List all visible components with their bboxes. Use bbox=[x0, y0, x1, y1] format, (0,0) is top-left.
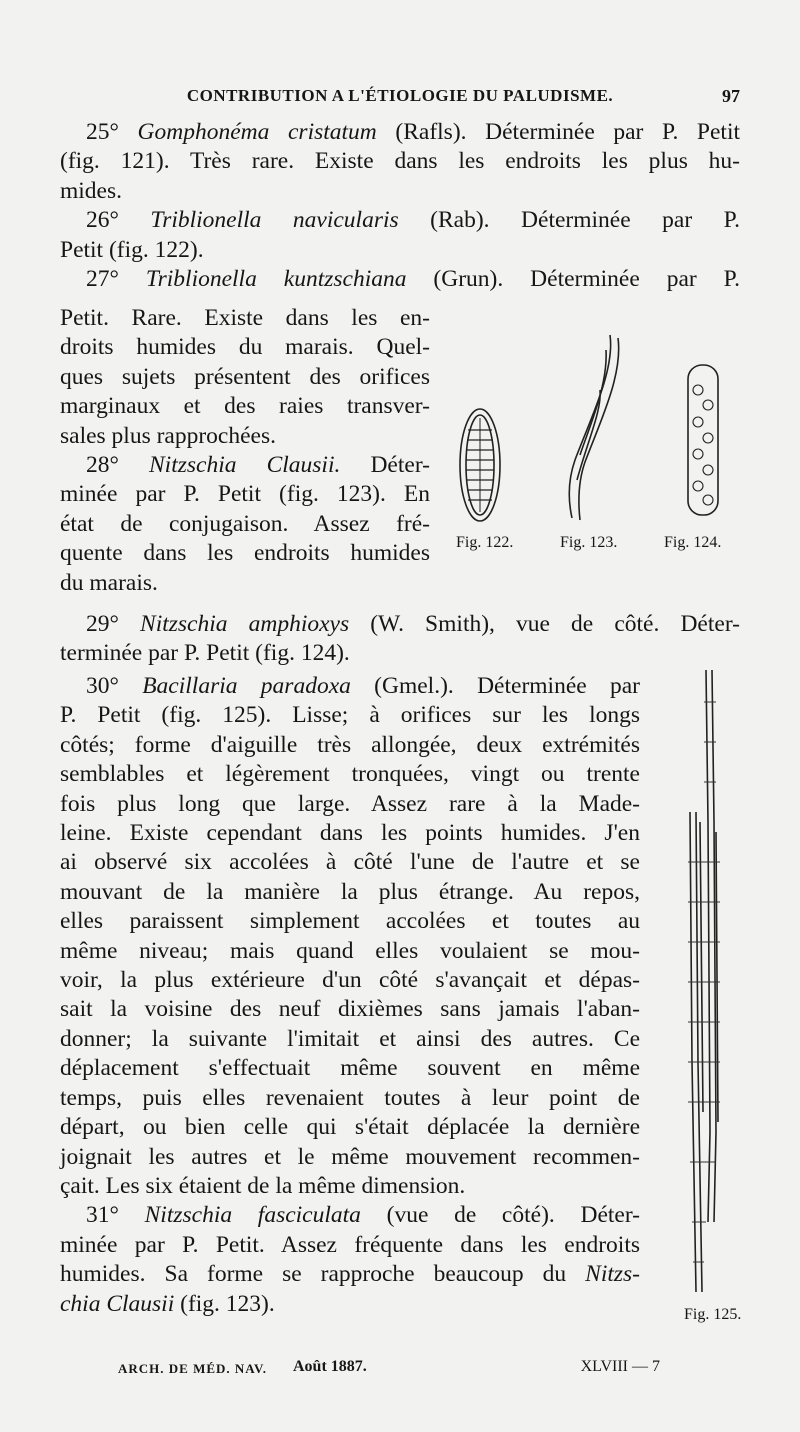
text-line: semblables et légèrement tronquées, vingt ou trente bbox=[60, 761, 640, 788]
species-name: Bacillaria paradoxa bbox=[142, 673, 351, 699]
text-line: fois plus long que large. Assez rare à la Made- bbox=[60, 790, 640, 817]
text-fragment: (fig. 123). bbox=[174, 1290, 275, 1317]
text-line: déplacement s'effectuait même souvent en même bbox=[60, 1055, 640, 1082]
text-line: joignait les autres et le même mouvement recommen- bbox=[60, 1143, 640, 1170]
text-line: départ, ou bien celle qui s'était déplacée la dernière bbox=[60, 1114, 640, 1141]
species-name: Nitzschia amphioxys bbox=[140, 611, 350, 637]
text-fragment: humides. Sa forme se rapproche beaucoup du bbox=[60, 1261, 586, 1288]
text-line: mouvant de la manière la plus étrange. Au repos, bbox=[60, 878, 640, 905]
species-name: Nitzschia fasciculata bbox=[144, 1202, 361, 1229]
footer bbox=[118, 1358, 660, 1382]
text-line: (Gmel.). Déterminée par bbox=[350, 673, 640, 699]
fig-124-illustration bbox=[688, 365, 718, 515]
text-line: du marais. bbox=[60, 569, 158, 596]
text-block-29 bbox=[60, 610, 740, 669]
fig-125-label: Fig. 125. bbox=[684, 1306, 742, 1323]
text-line: P. Petit (fig. 125). Lisse; à orifices sur les longs bbox=[60, 702, 640, 729]
entry-number: 29° bbox=[86, 611, 119, 637]
fig-123-illustration bbox=[569, 335, 618, 520]
text-line: quente dans les endroits humides bbox=[60, 540, 430, 567]
text-line: état de conjugaison. Assez fré- bbox=[60, 510, 430, 537]
text-line: sait la voisine des neuf dixièmes sans jamais l'aban- bbox=[60, 996, 640, 1023]
text-line: donner; la suivante l'imitait et ainsi des autres. Ce bbox=[60, 1025, 640, 1052]
text-line: droits humides du marais. Quel- bbox=[60, 334, 430, 361]
text-line: (fig. 121). Très rare. Existe dans les endroits les plus hu- bbox=[60, 148, 740, 175]
species-name: Gomphonéma cristatum bbox=[137, 119, 377, 145]
entry-number: 28° bbox=[86, 452, 119, 479]
figures-122-124 bbox=[440, 330, 740, 530]
entry-number: 30° bbox=[86, 673, 119, 699]
page-number: 97 bbox=[722, 86, 740, 106]
text-line: côtés; forme d'aiguille très allongée, deux extrémités bbox=[60, 731, 640, 758]
entry-30 bbox=[60, 672, 640, 701]
species-name: Triblionella navicularis bbox=[150, 207, 399, 234]
entry-25 bbox=[60, 118, 740, 147]
entry-26 bbox=[60, 206, 740, 235]
entry-number: 31° bbox=[86, 1202, 119, 1229]
text-line: elles paraissent simplement accolées et toutes au bbox=[60, 908, 640, 935]
text-line: çait. Les six étaient de la même dimension. bbox=[60, 1172, 466, 1199]
running-head bbox=[60, 86, 740, 112]
fig-122-label: Fig. 122. bbox=[456, 534, 514, 551]
running-title: CONTRIBUTION A L'ÉTIOLOGIE DU PALUDISME. bbox=[186, 86, 614, 105]
text-line: sales plus rapprochées. bbox=[60, 422, 276, 449]
species-name: Triblionella kuntzschiana bbox=[145, 266, 407, 293]
species-name: Nitzschia Clausii. bbox=[149, 452, 341, 479]
figure-125 bbox=[660, 662, 740, 1302]
text-line: Petit (fig. 122). bbox=[60, 236, 204, 263]
text-line: (W. Smith), vue de côté. Déter- bbox=[349, 611, 741, 637]
entry-27 bbox=[60, 265, 740, 294]
text-block-narrow bbox=[60, 304, 430, 598]
text-line: même niveau; mais quand elles voulaient se mou- bbox=[60, 937, 640, 964]
text-line bbox=[60, 1260, 640, 1289]
entry-29 bbox=[60, 610, 740, 639]
text-line: ques sujets présentent des orifices bbox=[60, 363, 430, 390]
text-line: (Rab). Déterminée par P. bbox=[398, 207, 741, 234]
text-line: (Grun). Déterminée par P. bbox=[406, 266, 740, 293]
entry-31 bbox=[60, 1201, 640, 1230]
text-block-30 bbox=[60, 672, 640, 1319]
text-line: (Rafls). Déterminée par P. Petit bbox=[376, 119, 741, 145]
journal-name: ARCH. DE MÉD. NAV. bbox=[118, 1361, 267, 1376]
fig-125-illustration bbox=[688, 670, 720, 1292]
text-line bbox=[60, 1290, 640, 1319]
text-line: ai observé six accolées à côté l'une de l'autre et se bbox=[60, 849, 640, 876]
entry-number: 27° bbox=[86, 266, 119, 293]
text-line: temps, puis elles revenaient toutes à leur point de bbox=[60, 1084, 640, 1111]
text-line: voir, la plus extérieure d'un côté s'avançait et dépas- bbox=[60, 967, 640, 994]
text-line: minée par P. Petit (fig. 123). En bbox=[60, 481, 430, 508]
text-line: Petit. Rare. Existe dans les en- bbox=[60, 305, 430, 331]
entry-28 bbox=[60, 451, 430, 480]
entry-number: 26° bbox=[86, 207, 119, 234]
entry-number: 25° bbox=[86, 119, 119, 145]
fig-122-illustration bbox=[460, 409, 500, 521]
text-line: leine. Existe cependant dans les points humides. J'en bbox=[60, 820, 640, 847]
text-block-top bbox=[60, 118, 740, 294]
species-name: Nitzs- bbox=[585, 1261, 640, 1288]
issue-date: Août 1887. bbox=[293, 1358, 367, 1375]
text-line: minée par P. Petit. Assez fréquente dans les endroits bbox=[60, 1231, 640, 1258]
text-line: (vue de côté). Déter- bbox=[360, 1202, 641, 1229]
text-line: Déter- bbox=[340, 452, 430, 479]
fig-123-label: Fig. 123. bbox=[560, 534, 618, 551]
text-line: mides. bbox=[60, 177, 123, 204]
species-name: chia Clausii bbox=[60, 1290, 175, 1317]
text-line: terminée par P. Petit (fig. 124). bbox=[60, 640, 350, 667]
text-line: marginaux et des raies transver- bbox=[60, 393, 430, 420]
fig-124-label: Fig. 124. bbox=[664, 534, 722, 551]
volume-signature: XLVIII — 7 bbox=[580, 1358, 660, 1375]
